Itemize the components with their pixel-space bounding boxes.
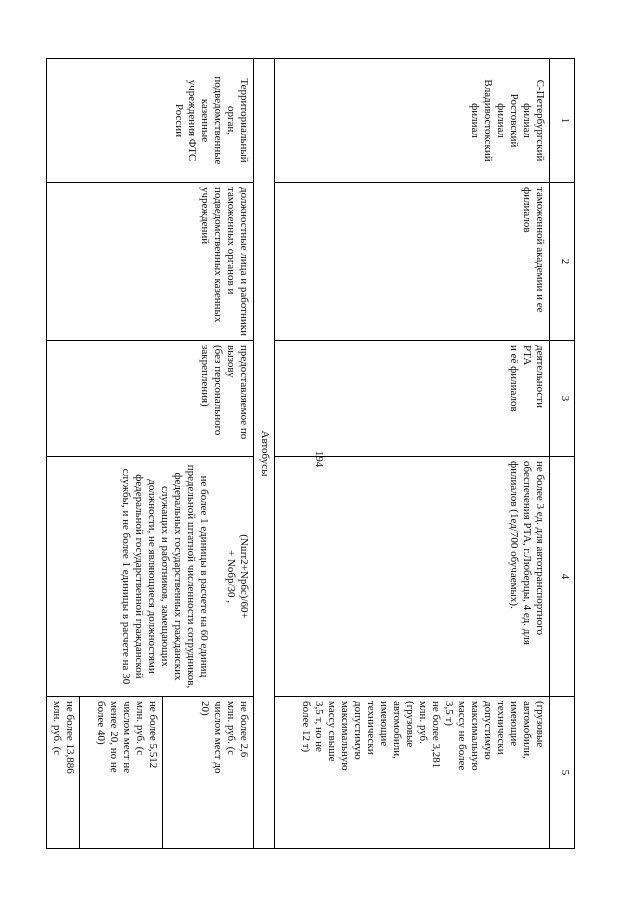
row1-col5-line: более 12 т) <box>300 701 312 753</box>
row2-col3-line: закрепления) <box>199 345 211 407</box>
row1-col5-line: (грузовые <box>534 701 546 748</box>
row2-col5a-line: числом мест до <box>212 701 224 774</box>
header-row <box>550 59 575 849</box>
row1-col5-line: технически <box>365 701 377 755</box>
row1-col1-line: Ростовский <box>508 93 520 148</box>
row1-col5-line: автомобили, <box>521 701 533 759</box>
row1-col5-line: 3,5 т) <box>443 701 455 726</box>
row2-col5b-line: не более 5,512 <box>147 701 159 769</box>
formula-line-2: + Nобр/30 , <box>225 549 237 604</box>
row1-col5-line: (грузовые <box>404 701 416 748</box>
row2-col3-line: (без персонального <box>212 345 224 436</box>
row2-col1-line: учреждения ФТС <box>186 79 198 162</box>
rotated-table-wrapper <box>51 58 575 848</box>
row2-col4-cell <box>47 457 254 697</box>
row2-col5c-line: млн. руб. (с <box>51 701 63 756</box>
row1-col1-line: филиал <box>495 103 507 138</box>
row1-col3-line: деятельности <box>534 345 546 408</box>
table-row <box>275 59 550 849</box>
header-col-4: 4 <box>550 457 575 697</box>
row1-col5-cell <box>275 697 550 849</box>
row1-col5-line: не более 3,281 <box>430 701 442 769</box>
row2-col5b-line: млн. руб. (с <box>134 701 146 756</box>
row1-col1-line: Владивостокский <box>482 79 494 162</box>
row1-col5-line: технически <box>495 701 507 755</box>
row1-col1-line: филиал <box>469 103 481 138</box>
row2-col5a-line: не более 2,6 <box>238 701 250 758</box>
row2-col5b-line: менее 20, но не <box>108 701 120 773</box>
row1-col3-line: и её филиалов <box>508 345 520 412</box>
row2-col1-line: России <box>173 103 185 138</box>
row2-col5a-cell <box>163 697 254 849</box>
row2-col1-line: казенные <box>199 98 211 143</box>
row2-col1-line: Территориальный <box>238 78 250 163</box>
row1-col5-line: максимальную <box>339 701 351 771</box>
row2-col5b-cell <box>80 697 163 849</box>
row1-col5-line: имеющие <box>508 701 520 747</box>
table-row <box>163 59 254 849</box>
row1-col5-line: допустимую <box>482 701 494 760</box>
row1-col5-line: 3,5 т, но не <box>313 701 325 752</box>
formula-line-1: (Nшт2+Nрбс)/60+ <box>238 534 250 619</box>
header-col-2: 2 <box>550 183 575 341</box>
row1-col5-line: максимальную <box>469 701 481 771</box>
row2-col5c-line: не более 13,886 <box>64 701 76 774</box>
header-col-5: 5 <box>550 697 575 849</box>
page-number: 194 <box>313 450 325 468</box>
row1-col5-line: допустимую <box>352 701 364 760</box>
row1-col1-cell <box>275 59 550 183</box>
row1-col1-line: филиал <box>521 103 533 138</box>
row2-col3-line: предоставляемое по <box>238 345 250 440</box>
row2-col3-cell <box>47 341 254 457</box>
section-row <box>254 59 275 849</box>
row2-col5b-line: числом мест не <box>121 701 133 774</box>
row1-col3-cell <box>275 341 550 457</box>
header-col-3: 3 <box>550 341 575 457</box>
row2-col5b-line: более 40) <box>95 701 107 745</box>
row2-col3-line: вызову <box>225 345 237 378</box>
row2-col5a-line: 20) <box>199 701 211 716</box>
row2-col5c-cell <box>47 697 80 849</box>
header-col-1: 1 <box>550 59 575 183</box>
row1-col5-line: имеющие <box>378 701 390 747</box>
row2-col1-line: орган, <box>225 105 237 136</box>
row1-col2-cell: таможенной академии и ее филиалов <box>275 183 550 341</box>
row1-col3-line: РТА <box>521 345 533 366</box>
row2-col4-text: не более 1 единицы в расчете на 60 единиц предельной штатной численности сотрудников, федеральных государственных гражданских служащих и работников, замещающих должности, не являющиеся должностями федеральной государственной гражданской службы, и не более 1 единицы в расчете на 30 <box>120 464 210 689</box>
row2-col1-line: подведомственные <box>212 76 224 165</box>
row2-col1-cell <box>47 59 254 183</box>
row1-col5-line: массу свыше <box>326 701 338 762</box>
row1-col1-line: С-Петербургский <box>534 79 546 162</box>
row1-col4-cell: не более 3 ед. для автотранспортного обеспечения РТА, г.Люберцы, 4 ед. для филиалов (1ед/700 обучаемых). <box>275 457 550 697</box>
row1-col5-line: автомобили, <box>391 701 403 759</box>
vehicle-norms-table <box>46 58 575 849</box>
row1-col5-line: млн. руб. <box>417 701 429 744</box>
row1-col5-line: массу не более <box>456 701 468 771</box>
row2-col2-cell: должностные лица и работники таможенных органов и подведомственных казенных учреждений <box>47 183 254 341</box>
row2-col5a-line: млн. руб. (с <box>225 701 237 756</box>
section-title-autobusy: Автобусы <box>254 59 275 849</box>
